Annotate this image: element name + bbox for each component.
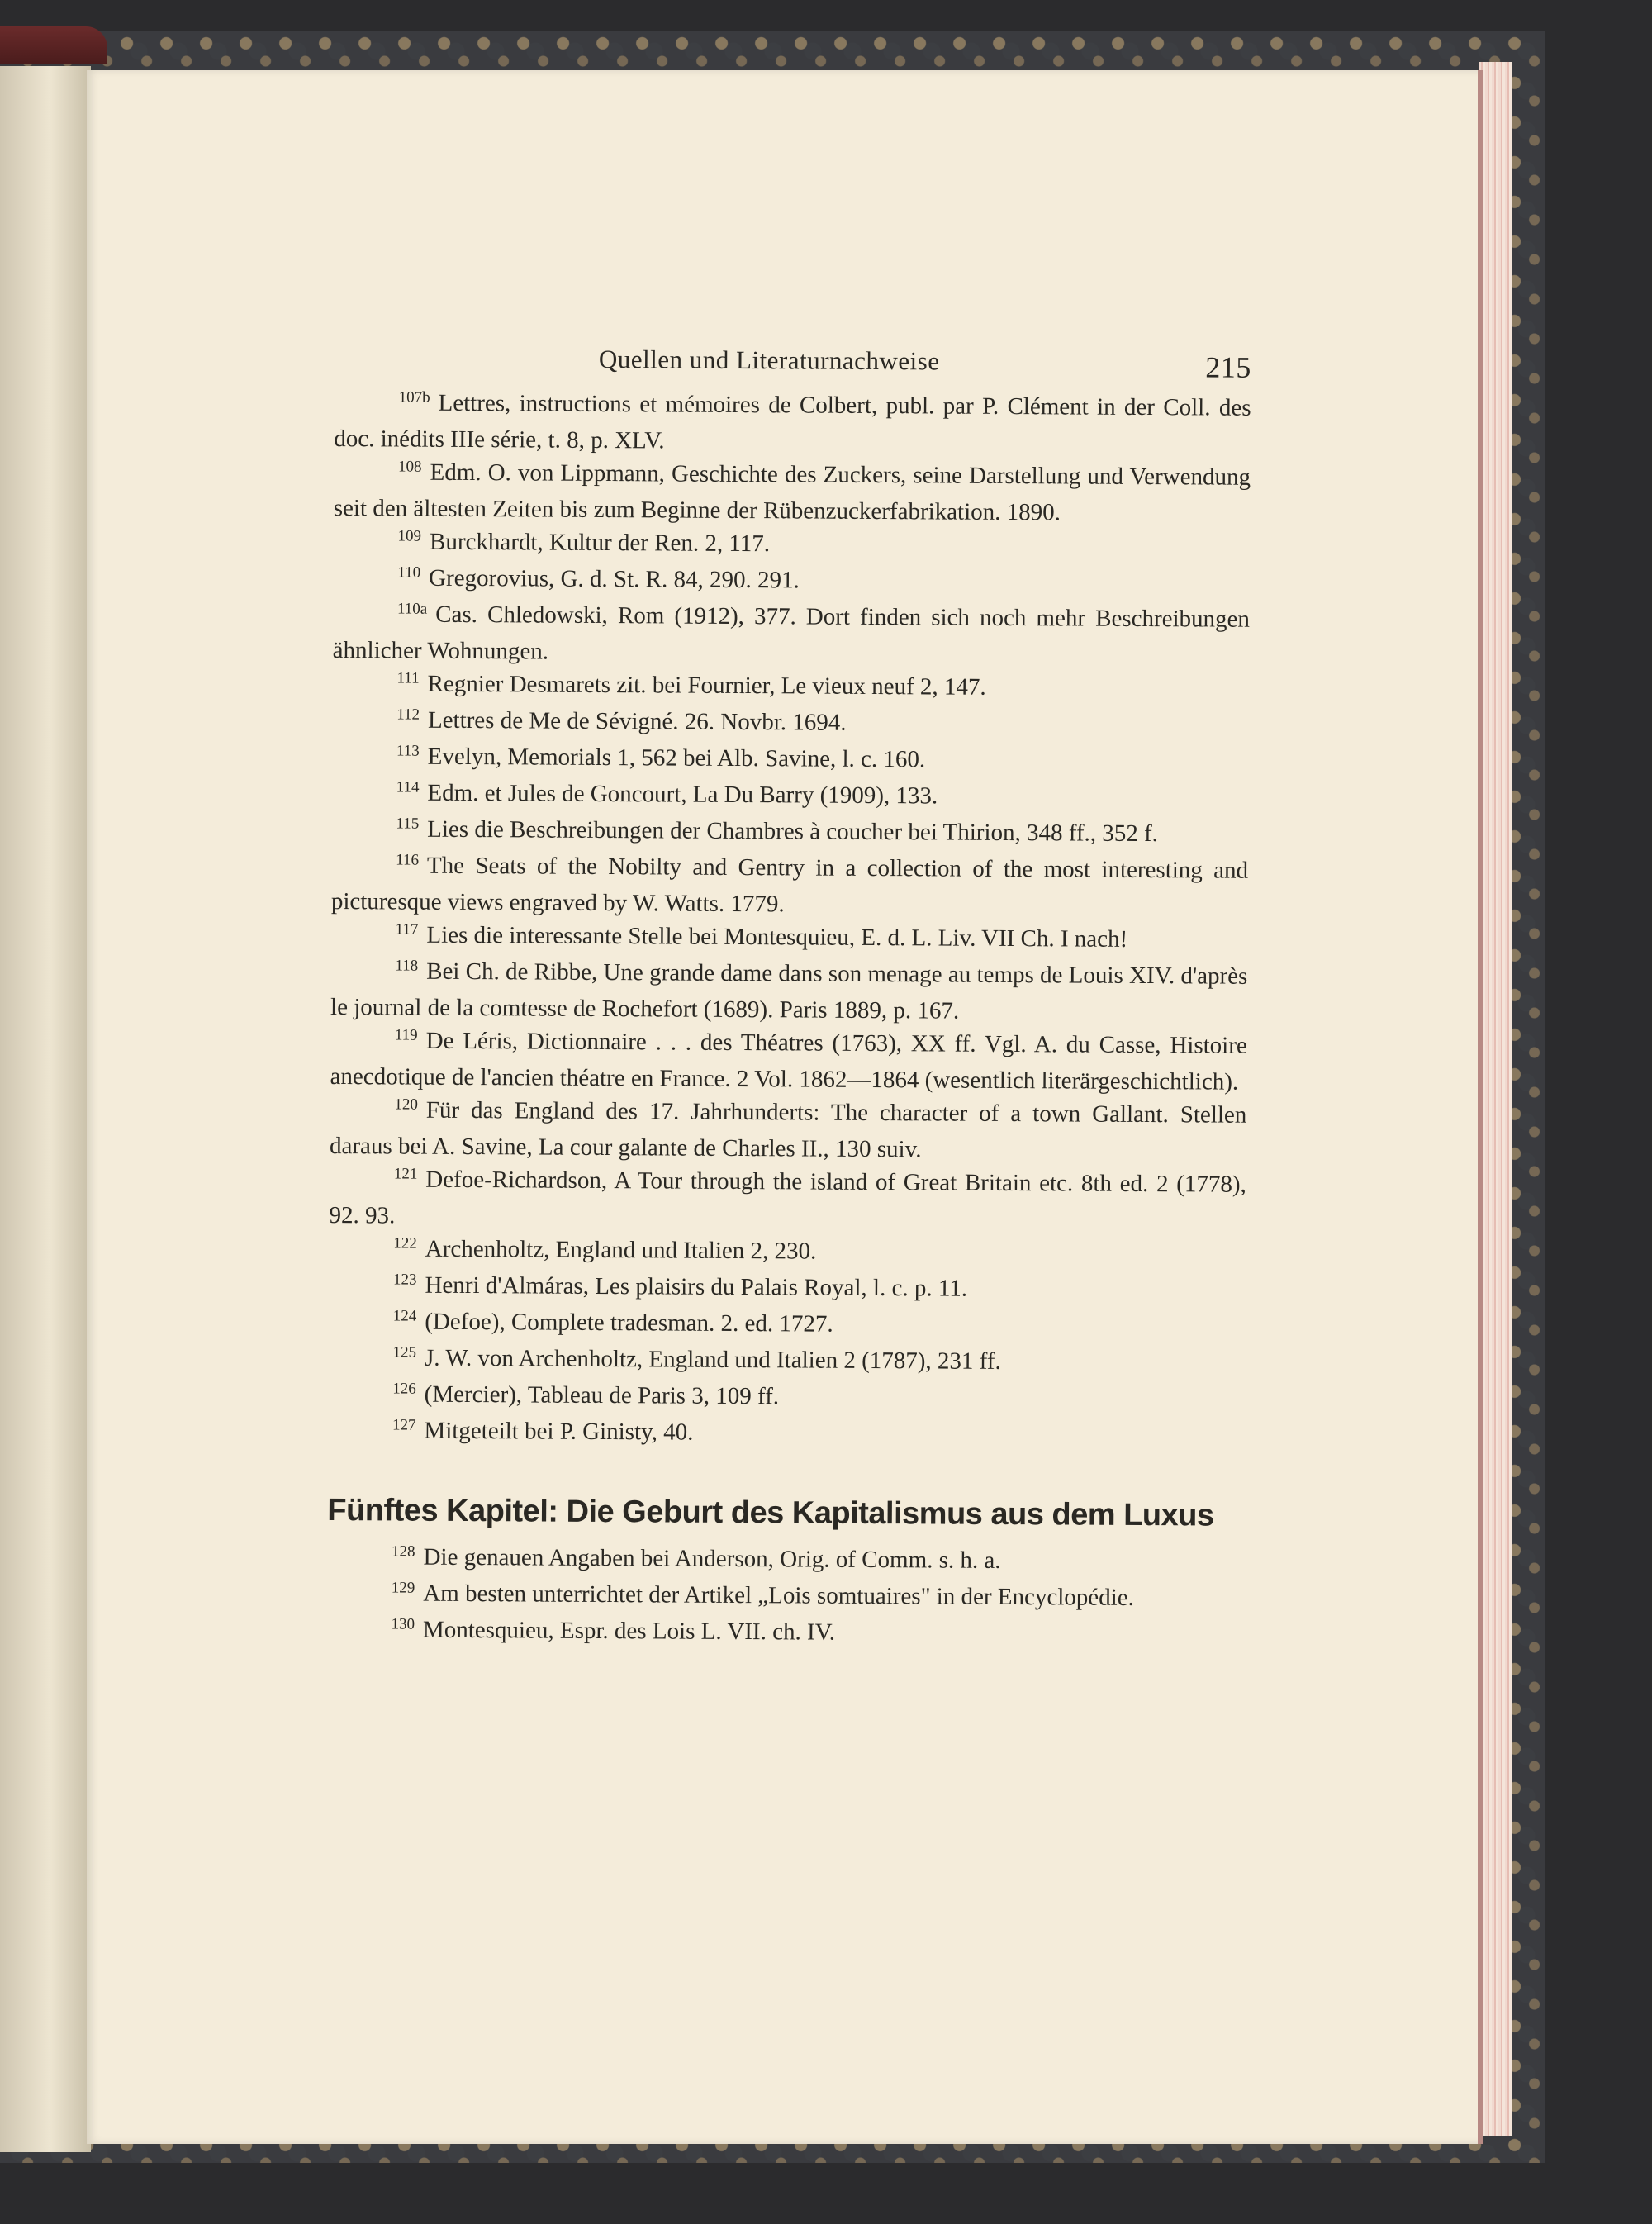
footnote-number: 109: [397, 527, 422, 545]
footnote: [327, 1576, 1244, 1618]
footnote: [333, 597, 1250, 672]
footnote: [334, 455, 1251, 530]
footnote-number: 125: [392, 1343, 417, 1361]
footnote: [327, 1540, 1244, 1582]
footnote-number: 108: [398, 458, 422, 476]
footnote-number: 110: [397, 563, 421, 582]
footnote-text: De Léris, Dictionnaire . . . des Théatres (1763), XX ff. Vgl. A. du Casse, Histoire anecdotique de l'ancien théatre en France. 2 Vol. 1862—1864 (wesentlich literärgeschichtlich).: [330, 1027, 1247, 1095]
chapter-heading: Fünftes Kapitel: Die Geburt des Kapitalismus aus dem Luxus: [327, 1492, 1214, 1533]
footnote-text: Evelyn, Memorials 1, 562 bei Alb. Savine, l. c. 160.: [427, 743, 926, 773]
footnote-number: 119: [394, 1026, 418, 1044]
footnote-number: 114: [396, 778, 420, 796]
footnote-number: 122: [393, 1234, 417, 1252]
footnote-text: Lies die Beschreibungen der Chambres à coucher bei Thirion, 348 ff., 352 f.: [427, 815, 1159, 848]
footnote: [334, 386, 1251, 461]
footnote-number: 127: [392, 1416, 416, 1434]
page-number: 215: [1205, 350, 1251, 384]
footnote-text: Lettres, instructions et mémoires de Colbert, publ. par P. Clément in der Coll. des doc. inédits IIIe série, t. 8, p. XLV.: [334, 389, 1251, 454]
footnote-text: The Seats of the Nobilty and Gentry in a collection of the most interesting and picturesque views engraved by W. Watts. 1779.: [330, 852, 1249, 918]
footnote: [332, 739, 1249, 782]
footnote: [326, 1613, 1243, 1655]
footnote: [333, 525, 1250, 567]
footnote-text: Edm. O. von Lippmann, Geschichte des Zuckers, seine Darstellung und Verwendung seit den ältesten Zeiten bis zum Beginne der Rübenzuckerfabrikation. 1890.: [333, 459, 1251, 526]
footnote-number: 107b: [398, 388, 430, 406]
text-block: [326, 343, 1251, 1655]
footnote: [330, 954, 1247, 1029]
footnote: [329, 1268, 1246, 1310]
footnote-text: Edm. et Jules de Goncourt, La Du Barry (1909), 133.: [427, 779, 938, 810]
footnote: [332, 703, 1249, 745]
footnote-text: Am besten unterrichtet der Artikel „Lois somtuaires" in der Encyclopédie.: [423, 1580, 1134, 1611]
footnote-number: 129: [391, 1579, 415, 1597]
footnote: [331, 812, 1248, 854]
footnote-number: 126: [392, 1380, 416, 1398]
footnote-text: Lies die interessante Stelle bei Montesquieu, E. d. L. Liv. VII Ch. I nach!: [426, 921, 1128, 953]
footnote-number: 115: [396, 815, 420, 833]
book-page: [87, 70, 1483, 2144]
footnote: [332, 667, 1249, 709]
chapter-notes-list: [326, 1540, 1244, 1655]
footnote-text: Mitgeteilt bei P. Ginisty, 40.: [424, 1417, 694, 1446]
footnote-number: 123: [393, 1271, 417, 1289]
footnote-text: (Mercier), Tableau de Paris 3, 109 ff.: [424, 1380, 780, 1410]
footnote-text: Montesquieu, Espr. des Lois L. VII. ch. IV.: [422, 1616, 836, 1646]
footnote-text: Bei Ch. de Ribbe, Une grande dame dans son menage au temps de Louis XIV. d'après le journal de la comtesse de Rochefort (1689). Paris 1889, p. 167.: [330, 958, 1248, 1024]
running-head: [335, 343, 1251, 392]
footnote-text: Defoe-Richardson, A Tour through the island of Great Britain etc. 8th ed. 2 (1778), 92. 93.: [329, 1166, 1246, 1229]
page-edges: [1479, 62, 1512, 2136]
notes-list: [328, 386, 1251, 1456]
running-title: Quellen und Literaturnachweise: [598, 344, 940, 376]
bookmark-ribbon: [0, 26, 107, 64]
footnote-text: Regnier Desmarets zit. bei Fournier, Le vieux neuf 2, 147.: [427, 670, 986, 701]
footnote: [329, 1162, 1246, 1238]
footnote-text: J. W. von Archenholtz, England und Italien 2 (1787), 231 ff.: [424, 1344, 1001, 1375]
footnote-number: 124: [392, 1307, 417, 1325]
page-gutter: [0, 66, 91, 2152]
footnote: [330, 1024, 1246, 1099]
footnote-text: Henri d'Almáras, Les plaisirs du Palais Royal, l. c. p. 11.: [425, 1271, 968, 1302]
footnote-text: Gregorovius, G. d. St. R. 84, 290. 291.: [428, 564, 800, 594]
footnote-number: 128: [392, 1542, 415, 1561]
footnote: [332, 776, 1249, 818]
footnote-text: Für das England des 17. Jahrhunderts: The character of a town Gallant. Stellen daraus bei A. Savine, La cour galante de Charles II., 130 suiv.: [329, 1096, 1247, 1163]
footnote-number: 116: [396, 851, 420, 869]
footnote-number: 111: [396, 669, 420, 687]
footnote-text: Cas. Chledowski, Rom (1912), 377. Dort finden sich noch mehr Beschreibungen ähnlicher Wohnungen.: [332, 601, 1251, 665]
footnote: [329, 1304, 1246, 1347]
footnote: [328, 1414, 1245, 1456]
footnote-number: 117: [395, 920, 419, 939]
footnote: [328, 1377, 1245, 1419]
footnote: [329, 1232, 1246, 1274]
footnote-number: 130: [391, 1615, 415, 1633]
footnote-number: 113: [396, 742, 420, 760]
footnote-text: (Defoe), Complete tradesman. 2. ed. 1727.: [425, 1308, 833, 1338]
footnote-text: Die genauen Angaben bei Anderson, Orig. of Comm. s. h. a.: [423, 1543, 1001, 1574]
footnote-text: Lettres de Me de Sévigné. 26. Novbr. 1694.: [427, 706, 847, 736]
footnote: [331, 848, 1248, 924]
footnote-number: 118: [395, 957, 419, 975]
footnote-number: 121: [393, 1165, 418, 1183]
footnote-number: 120: [394, 1095, 418, 1114]
footnote-text: Burckhardt, Kultur der Ren. 2, 117.: [429, 528, 771, 558]
footnote-number: 112: [396, 706, 420, 724]
footnote: [330, 1093, 1246, 1168]
footnote: [330, 918, 1247, 960]
footnote-text: Archenholtz, England und Italien 2, 230.: [425, 1235, 817, 1265]
footnote-number: 110a: [396, 600, 428, 618]
footnote: [333, 561, 1250, 603]
footnote: [328, 1341, 1245, 1383]
